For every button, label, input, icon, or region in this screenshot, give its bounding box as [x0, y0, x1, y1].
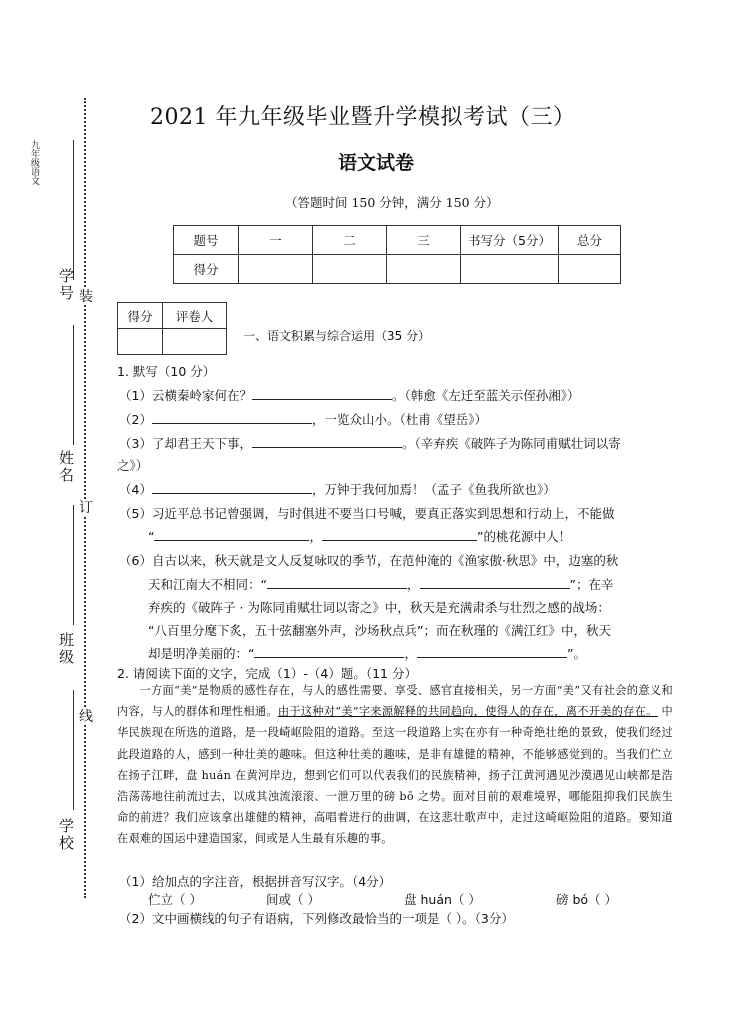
q2-title: 2. 请阅读下面的文字，完成（1）-（4）题。（11 分）	[117, 666, 417, 681]
grader-table-grader-label: 评卷人	[163, 303, 227, 329]
passage-part-2: 中华民族现在所选的道路，是一段崎岖险阻的道路。至这一段道路上实在亦有一种奇绝壮绝的景致，使我们经过此段道路的人，感到一种壮美的趣味。但这种壮美的趣味，是非有雄健的精神，不能够感觉到的。当我们伫立在扬子江畔，盘 huán 在黄河岸边，想到它们可以代表我们的民族精神，扬子江黄河遇见沙漠遇见山峡都是浩浩荡荡地往前流过去，以成其浊流滚滚、一泄万里的磅 bō 之势。面对目前的艰难境界，哪能阻抑我们民族生命的前进？我们应该拿出雄健的精神，高唱着进行的曲调，在这悲壮歌声中，走过这崎岖险阻的道路。要知道在艰难的国运中建造国家，间或是人生最有乐趣的事。	[117, 705, 674, 846]
q1-item-6-line2-tail: ”；在辛	[569, 577, 614, 592]
q1-item-6-line5-tail: ”。	[567, 646, 586, 661]
answer-blank[interactable]	[417, 644, 567, 658]
time-note: （答题时间 150 分钟，满分 150 分）	[285, 195, 499, 210]
score-cell[interactable]	[387, 255, 461, 284]
q1-item-4	[119, 480, 556, 498]
answer-blank[interactable]	[154, 527, 309, 541]
score-cell[interactable]	[559, 255, 621, 284]
q1-item-5-line1: （5）习近平总书记曾强调，与时俱进不要当口号喊，要真正落实到思想和行动上，不能做	[119, 506, 615, 521]
answer-blank[interactable]	[322, 527, 477, 541]
score-table-header-label: 题号	[174, 226, 239, 255]
q2-sub1-title: （1）给加点的字注音，根据拼音写汉字。（4分）	[119, 874, 392, 889]
score-table	[173, 225, 621, 284]
grader-table-score-label: 得分	[118, 303, 163, 329]
q1-item-1-source: 。（韩愈《左迁至蓝关示侄孙湘》）	[391, 388, 580, 403]
bind-mark-zhuang: 装	[79, 289, 93, 305]
q1-item-2-source: ，一览众山小。（杜甫《望岳》）	[311, 412, 487, 427]
q1-item-3	[119, 434, 621, 452]
score-table-col-total: 总分	[559, 226, 621, 255]
q1-item-4-source: ，万钟于我何加焉！（孟子《鱼我所欲也》）	[311, 482, 556, 497]
answer-blank[interactable]	[152, 410, 312, 424]
q1-item-6-line3: 弃疾的《破阵子 · 为陈同甫赋壮词以寄之》中，秋天是充满肃杀与壮烈之感的战场：	[148, 600, 610, 615]
score-cell[interactable]	[239, 255, 313, 284]
bind-mark-xian: 线	[79, 709, 93, 725]
q1-item-1	[119, 386, 579, 404]
name-line-class	[73, 505, 74, 625]
grader-score-cell[interactable]	[118, 329, 163, 355]
answer-blank[interactable]	[254, 644, 404, 658]
comma: ，	[309, 529, 322, 544]
answer-blank[interactable]	[152, 480, 312, 494]
q2-sub1-word-2[interactable]: 间或（ ）	[266, 892, 320, 907]
answer-blank[interactable]	[252, 434, 402, 448]
q1-item-3-cont: 之》）	[117, 458, 149, 473]
field-student-id: 学号	[57, 268, 75, 302]
binding-dotted-line	[84, 98, 90, 898]
q1-item-5-tail: ”的桃花源中人！	[477, 529, 571, 544]
q1-item-6-line2	[148, 575, 613, 593]
passage-part-1: 一方面“美”是物质的感性存在，与人的感性需要、享受、感官直接相关，另一方面“美”又有社会的意义和内容，与人的群体和理性相通。	[117, 684, 673, 719]
comma: ，	[404, 646, 417, 661]
score-table-row-label: 得分	[174, 255, 239, 284]
score-table-col-writing: 书写分（5分）	[461, 226, 559, 255]
quote-open: “	[148, 529, 155, 544]
exam-title: 2021 年九年级毕业暨升学模拟考试（三）	[150, 105, 576, 130]
field-school: 学校	[57, 818, 75, 852]
q2-sub2-title: （2）文中画横线的句子有语病，下列修改最恰当的一项是（ ）。（3分）	[119, 911, 514, 926]
q1-item-5-line2	[148, 527, 571, 545]
answer-blank[interactable]	[267, 575, 407, 589]
q1-item-3-source: 。（辛弃疾《破阵子为陈同甫赋壮词以寄	[401, 436, 621, 451]
score-table-col-3: 三	[387, 226, 461, 255]
bind-mark-ding: 订	[79, 500, 93, 516]
q1-item-2	[119, 410, 487, 428]
q1-item-3-prompt: （3）了却君王天下事，	[119, 436, 252, 451]
score-cell[interactable]	[313, 255, 387, 284]
q2-sub1-word-4[interactable]: 磅 bó（ ）	[556, 892, 618, 907]
section-1-title: 一、语文积累与综合运用（35 分）	[243, 329, 431, 343]
q2-passage	[117, 680, 673, 870]
q1-item-6-line4: “八百里分麾下炙，五十弦翻塞外声，沙场秋点兵”；而在秋瑾的《满江红》中，秋天	[148, 623, 611, 638]
exam-subtitle: 语文试卷	[338, 152, 415, 174]
q1-item-4-number: （4）	[119, 482, 152, 497]
name-line-name	[73, 325, 74, 445]
field-class: 班级	[57, 632, 75, 666]
answer-blank[interactable]	[252, 386, 392, 400]
q1-item-6-line1: （6）自古以来，秋天就是文人反复咏叹的季节，在范仲淹的《渔家傲·秋思》中，边塞的秋	[119, 553, 619, 568]
comma: ，	[406, 577, 420, 592]
q1-item-2-number: （2）	[119, 412, 152, 427]
margin-grade-label: 九年级语文	[29, 140, 39, 185]
q2-sub1-word-1[interactable]: 伫立（ ）	[148, 892, 202, 907]
name-line-student-id	[73, 140, 74, 280]
score-cell[interactable]	[461, 255, 559, 284]
name-line-school	[73, 690, 74, 810]
passage-underlined-sentence: 由于这种对“美”字来源解释的共同趋向，使得人的存在，离不开美的存在。	[277, 705, 658, 719]
q2-sub1-word-3[interactable]: 盘 huán（ ）	[404, 892, 481, 907]
grader-table	[117, 302, 227, 355]
q1-item-6-line5	[148, 644, 586, 662]
score-table-col-2: 二	[313, 226, 387, 255]
field-name: 姓名	[57, 450, 75, 484]
q1-title: 1. 默写（10 分）	[117, 364, 216, 379]
q1-item-6-line5-prompt: 却是明净美丽的：“	[148, 646, 255, 661]
q1-item-6-prompt: 天和江南大不相同：“	[148, 577, 267, 592]
grader-name-cell[interactable]	[163, 329, 227, 355]
q1-item-1-prompt: （1）云横秦岭家何在？	[119, 388, 252, 403]
score-table-col-1: 一	[239, 226, 313, 255]
answer-blank[interactable]	[420, 575, 570, 589]
